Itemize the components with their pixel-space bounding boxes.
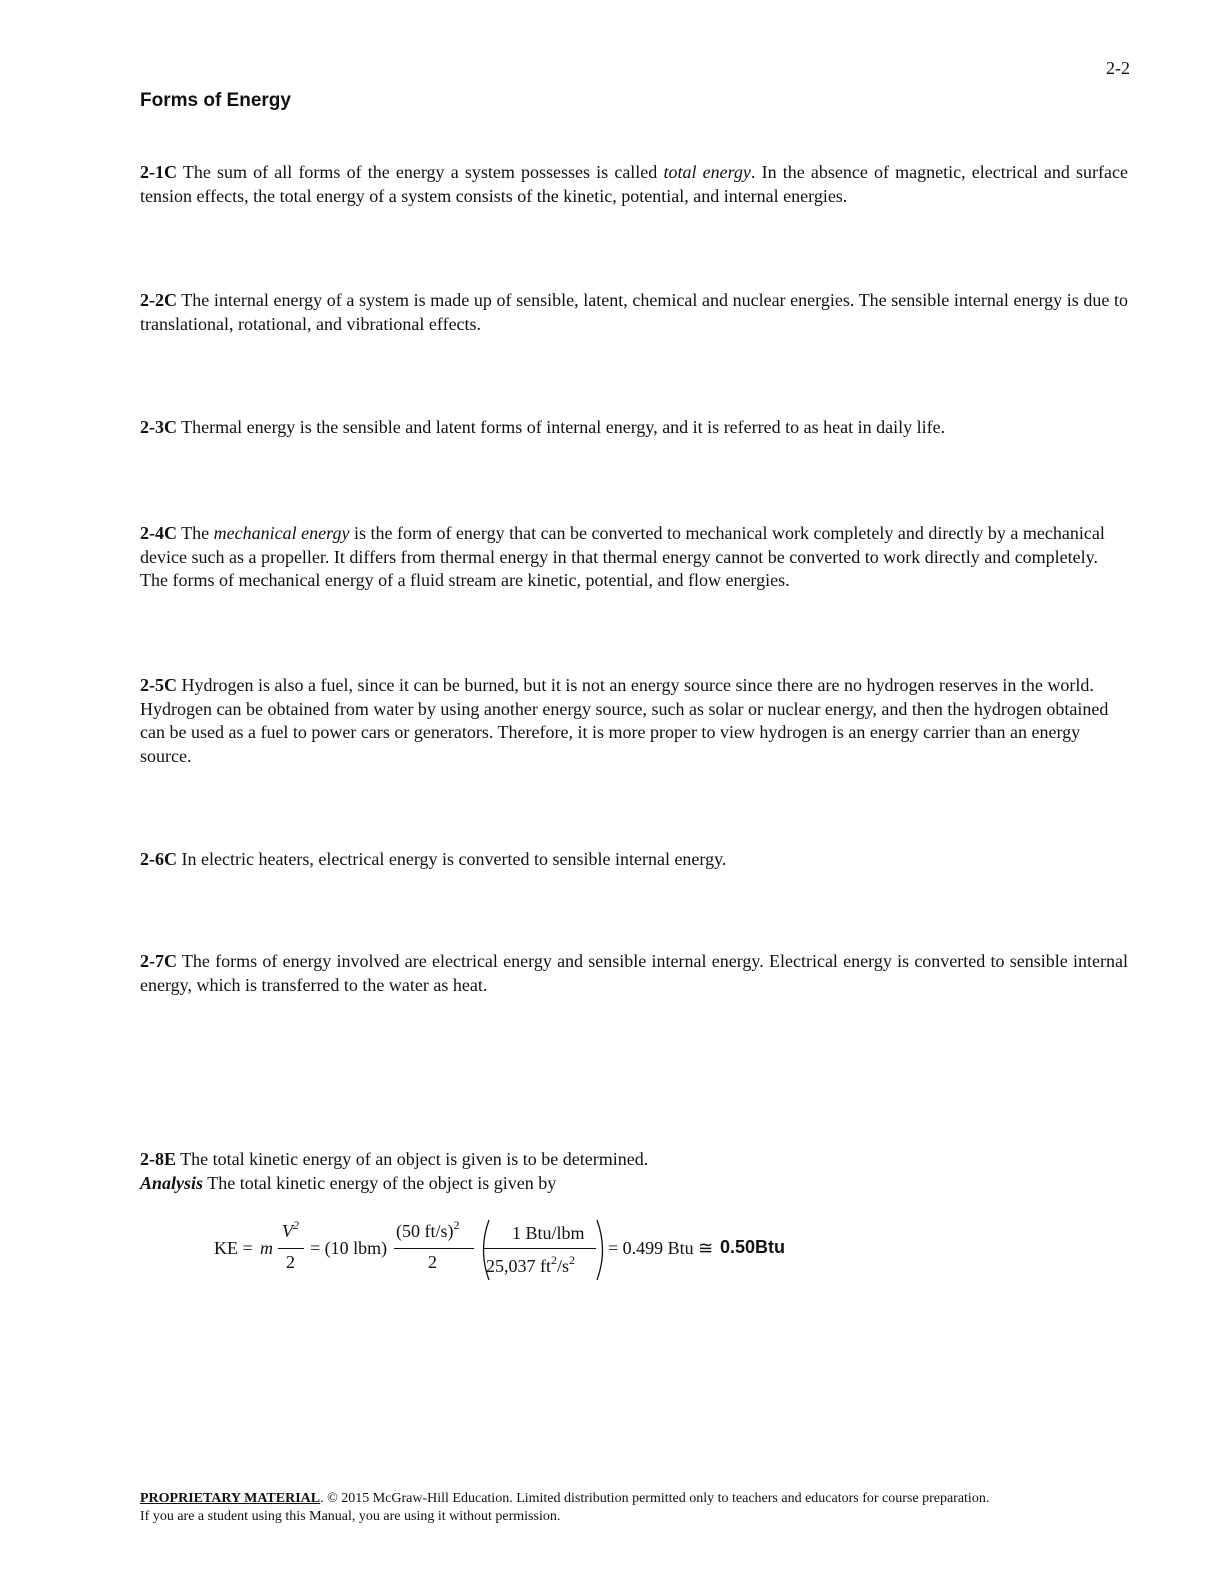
- eq-conversion-denominator: 25,037 $ft^2/s^2$: [486, 1253, 576, 1276]
- problem-text: In electric heaters, electrical energy is converted to sensible internal energy.: [177, 849, 727, 869]
- problem-text: The forms of energy involved are electrical energy and sensible internal energy. Electrical energy is converted to sensible internal energy, which is transferred to the water as heat.: [140, 951, 1128, 995]
- eq-mass-symbol: m: [260, 1238, 273, 1258]
- problem-id: 2-8E: [140, 1149, 176, 1169]
- problem-2-8e: [140, 1148, 1128, 1195]
- problem-2-2c: [140, 289, 1128, 336]
- eq-denominator: 2: [428, 1252, 437, 1272]
- problem-2-6c: [140, 848, 1128, 872]
- eq-lhs: KE =: [214, 1238, 253, 1258]
- problem-id: 2-4C: [140, 523, 177, 543]
- problem-2-3c: [140, 416, 1128, 440]
- footer-line-2: If you are a student using this Manual, you are using it without permission.: [140, 1509, 561, 1524]
- problem-text: . In the absence of magnetic, electrical and surface tension effects, the total energy of a system consists of the kinetic, potential, and internal energies.: [140, 162, 1128, 206]
- problem-text: The: [177, 523, 214, 543]
- kinetic-energy-equation: [214, 1218, 854, 1288]
- problem-text: Thermal energy is the sensible and latent forms of internal energy, and it is referred to as heat in daily life.: [177, 417, 946, 437]
- problem-emphasis: total energy: [663, 162, 751, 182]
- problem-id: 2-6C: [140, 849, 177, 869]
- problem-id: 2-1C: [140, 162, 177, 182]
- problem-2-4c: [140, 522, 1128, 593]
- problem-id: 2-5C: [140, 675, 177, 695]
- problem-2-1c: [140, 161, 1128, 208]
- analysis-text: The total kinetic energy of the object is given by: [203, 1172, 557, 1193]
- eq-result: = 0.499 Btu ≅: [608, 1238, 714, 1258]
- eq-answer: 0.50Btu: [720, 1237, 786, 1257]
- fraction-bar: [484, 1248, 596, 1249]
- problem-text: The internal energy of a system is made up of sensible, latent, chemical and nuclear energies. The sensible internal energy is due to translational, rotational, and vibrational effects.: [140, 290, 1128, 334]
- proprietary-label: PROPRIETARY MATERIAL: [140, 1491, 321, 1506]
- page-number: 2-2: [1106, 58, 1130, 78]
- problem-emphasis: mechanical energy: [213, 523, 350, 543]
- fraction-bar: [278, 1248, 304, 1249]
- problem-id: 2-3C: [140, 417, 177, 437]
- problem-id: 2-7C: [140, 951, 177, 971]
- eq-conversion-numerator: 1 Btu/lbm: [512, 1223, 585, 1243]
- footer-line-1: . © 2015 McGraw-Hill Education. Limited distribution permitted only to teachers and educators for course preparation.: [320, 1491, 990, 1506]
- eq-mass-value: = (10 lbm): [310, 1238, 388, 1258]
- problem-2-5c: [140, 674, 1128, 768]
- problem-text: The sum of all forms of the energy a system possesses is called: [177, 162, 664, 182]
- problem-text: Hydrogen is also a fuel, since it can be burned, but it is not an energy source since there are no hydrogen reserves in the world. Hydrogen can be obtained from water by using another energy source, such as solar or nuclear energy, and then the hydrogen obtained can be used as a fuel to power cars or generators. Therefore, it is more proper to view hydrogen is an energy carrier than an energy source.: [140, 675, 1109, 766]
- eq-velocity-value: (50 ft/s)$^2$: [396, 1218, 460, 1241]
- eq-velocity-symbol: $V^2$: [282, 1218, 299, 1241]
- section-title: Forms of Energy: [140, 90, 291, 111]
- fraction-bar: [394, 1248, 474, 1249]
- problem-2-7c: [140, 950, 1128, 997]
- analysis-label: Analysis: [140, 1172, 204, 1193]
- footer: [140, 1490, 1140, 1526]
- eq-denominator: 2: [286, 1252, 295, 1272]
- problem-text: The total kinetic energy of an object is given is to be determined.: [176, 1149, 649, 1169]
- problem-text: is the form of energy that can be converted to mechanical work completely and directly by a mechanical device such as a propeller. It differs from thermal energy in that thermal energy cannot be converted to work directly and completely. The forms of mechanical energy of a fluid stream are kinetic, potential, and flow energies.: [140, 523, 1105, 590]
- problem-id: 2-2C: [140, 290, 177, 310]
